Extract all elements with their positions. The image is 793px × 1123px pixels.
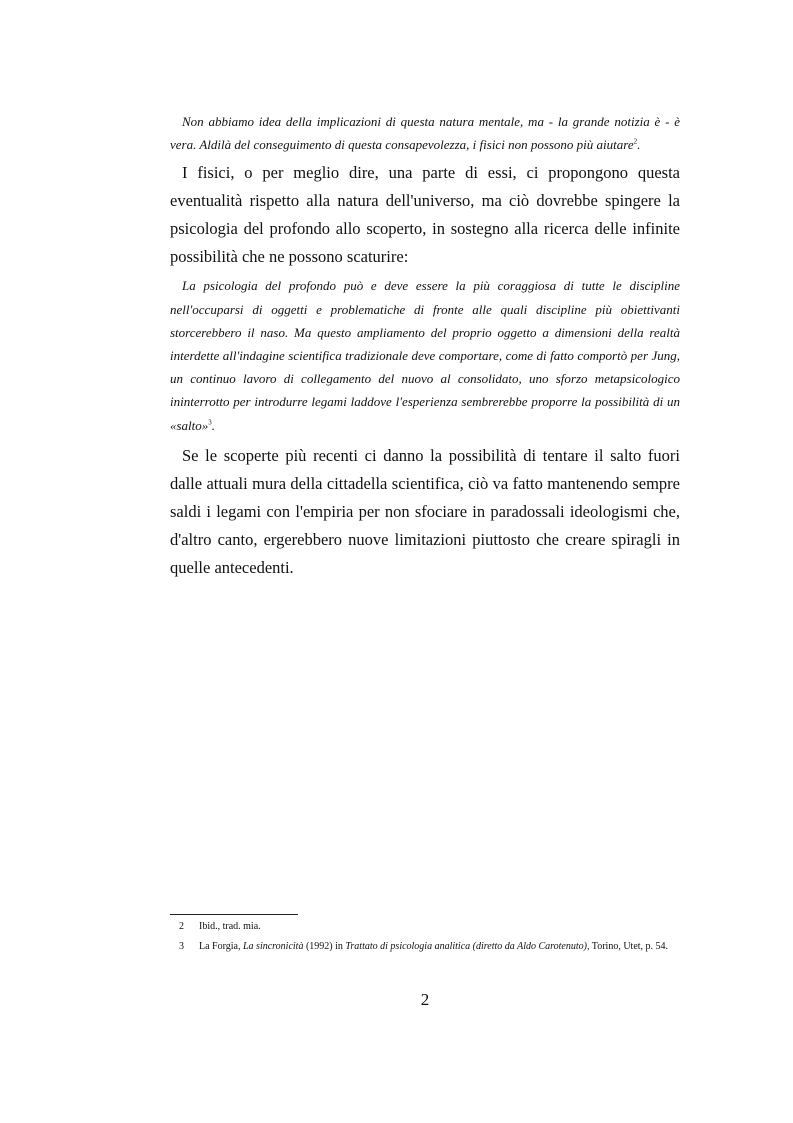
footnote-book-title: Trattato di psicologia analitica (diretto da Aldo Carotenuto)	[345, 941, 587, 952]
body-paragraph-1: I fisici, o per meglio dire, una parte di essi, ci propongono questa eventualità rispetto alla natura dell'universo, ma ciò dovrebbe spingere la psicologia del profondo allo scoperto, in sostegno alla ricerca delle infinite possibilità che ne possono scaturire:	[170, 163, 680, 267]
footnote-3	[170, 937, 680, 957]
footnote-2	[170, 917, 680, 937]
footnote-number: 3	[179, 941, 184, 952]
footnote-title: La sincronicità	[242, 941, 304, 952]
footnote-ref-3[interactable]: 3	[208, 418, 212, 427]
body-paragraph-2: Se le scoperte più recenti ci danno la possibilità di tentare il salto fuori dalle attuali mura della cittadella scientifica, ciò va fatto mantenendo sempre saldi i legami con l'empiria per non sfociare in paradossali ideologismi che, d'altro canto, ergerebbero nuove limitazioni piuttosto che creare spiragli in quelle antecedenti.	[170, 445, 680, 577]
footnote-ref-2[interactable]: 2	[633, 137, 638, 146]
footnote-text: La Forgia, La sincronicità (1992) in Trattato di psicologia analitica (diretto da Aldo Carotenuto), Torino, Utet, p. 54.	[199, 941, 669, 952]
block-quote-1: Non abbiamo idea della implicazioni di questa natura mentale, ma - la grande notizia è - è vera. Aldilà del conseguimento di questa consapevolezza, i fisici non possono più aiutare$^2$.	[170, 114, 680, 153]
block-quote-2: La psicologia del profondo può e deve essere la più coraggiosa di tutte le discipline nell'occuparsi di oggetti e problematiche di fronte alle quali discipline più obiettivanti storcerebbero il naso. Ma questo ampliamento del proprio oggetto a dimensioni della realtà interdette all'indagine scientifica tradizionale deve comportare, come di fatto comportò per Jung, un continuo lavoro di collegamento del nuovo al consolidato, uno sforzo metapsicologico ininterrotto per introdurre legami laddove l'esperienza sembrerebbe proporre la possibilità di un «salto»$^3$.	[170, 278, 680, 433]
footnote-separator	[170, 914, 298, 915]
main-text-column	[170, 110, 680, 582]
footnote-number: 2	[179, 921, 184, 932]
page-number: 2	[420, 990, 430, 1009]
footnotes-section	[170, 917, 680, 957]
footnote-text: Ibid., trad. mia.	[199, 921, 261, 932]
